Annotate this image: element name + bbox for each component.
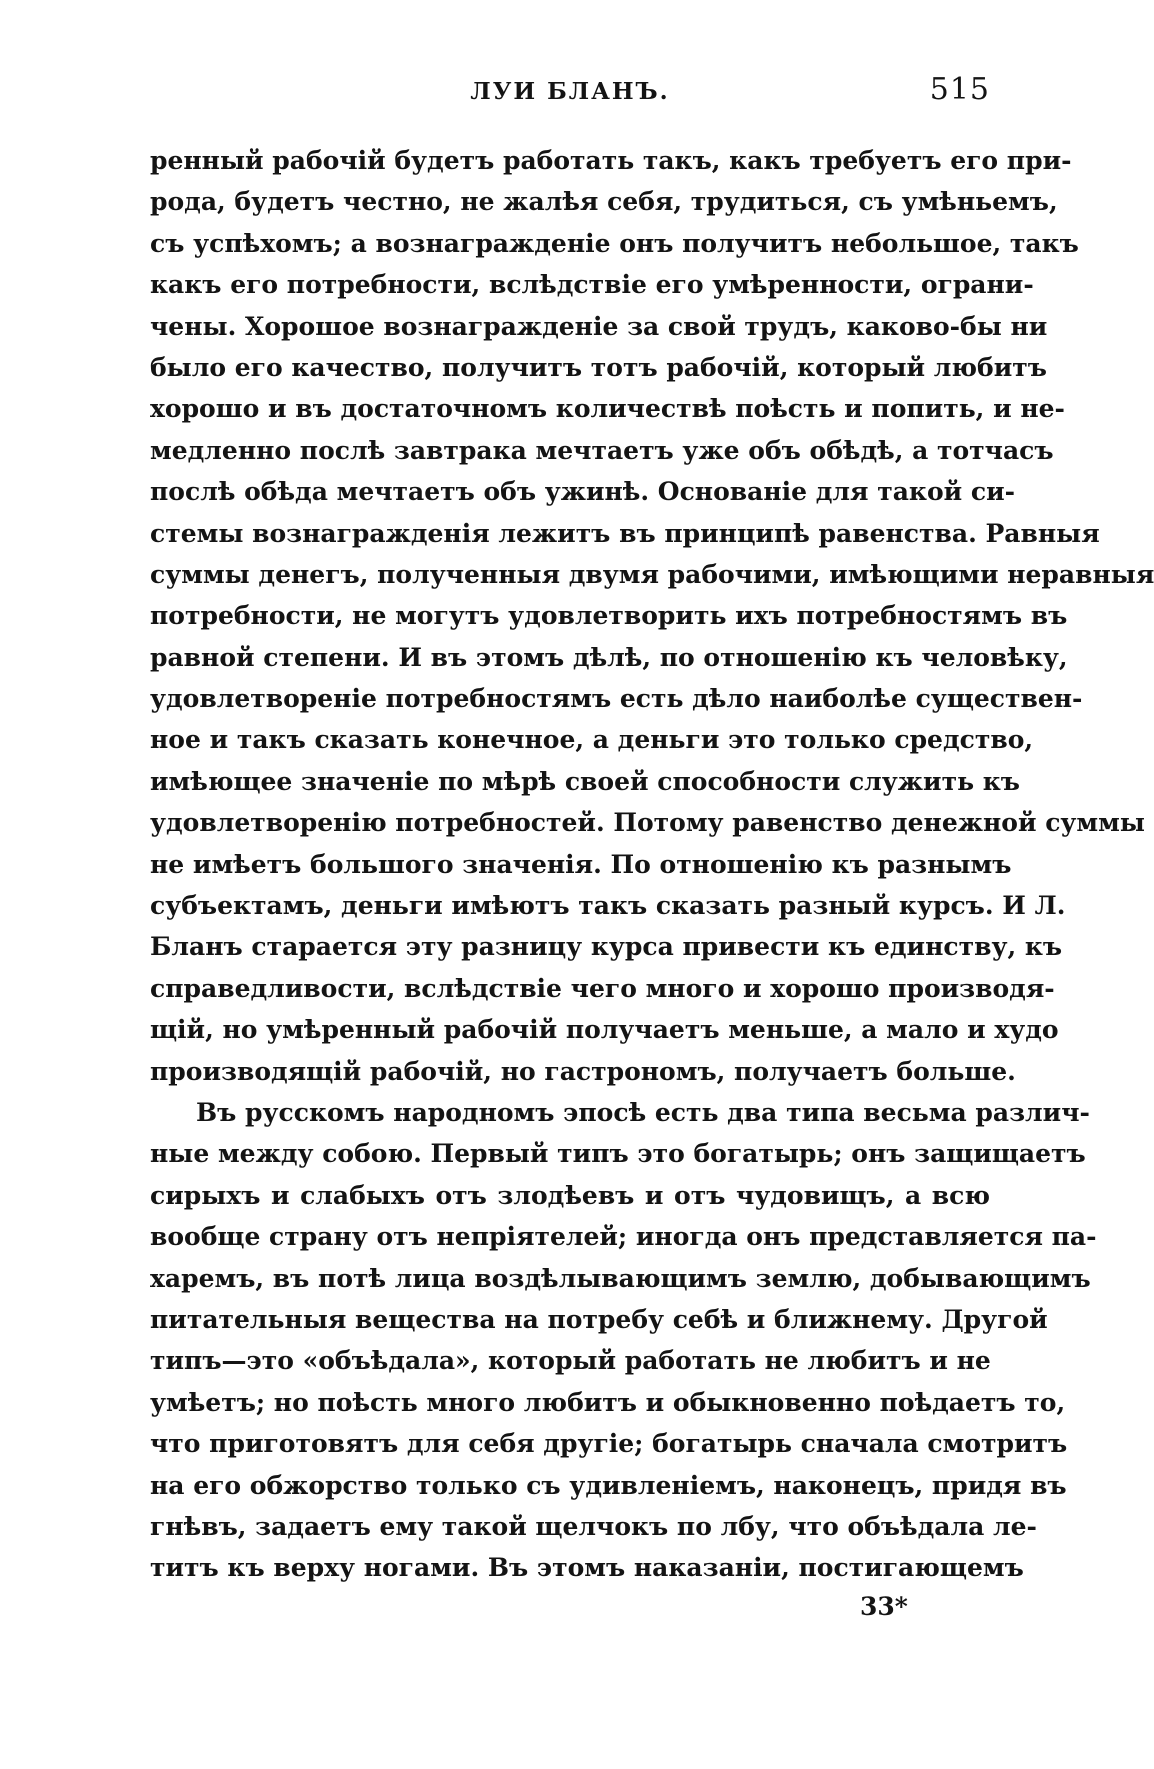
text-line: медленно послѣ завтрака мечтаетъ уже объ обѣдѣ, а тотчасъ xyxy=(150,435,1054,465)
text-line: имѣющее значеніе по мѣрѣ своей способности служить къ xyxy=(150,766,1020,796)
text-line: равной степени. И въ этомъ дѣлѣ, по отношенію къ человѣку, xyxy=(150,642,1068,672)
paragraph-start-line: Въ русскомъ народномъ эпосѣ есть два типа весьма различ- xyxy=(196,1097,1090,1127)
body-text xyxy=(150,140,1154,1589)
text-line: на его обжорство только съ удивленіемъ, наконецъ, придя въ xyxy=(150,1470,1067,1500)
text-line: типъ—это «объѣдала», который работать не любитъ и не xyxy=(150,1346,991,1376)
text-line: что приготовятъ для себя другіе; богатырь сначала смотритъ xyxy=(150,1429,1068,1459)
text-line: чены. Хорошое вознагражденіе за свой трудъ, каково-бы ни xyxy=(150,311,1048,341)
page-number: 515 xyxy=(929,72,990,107)
paragraph-end-line: производящій рабочій, но гастрономъ, получаетъ больше. xyxy=(150,1056,1016,1086)
text-line: ренный рабочій будетъ работать такъ, какъ требуетъ его при- xyxy=(150,146,1072,175)
signature-mark: 33* xyxy=(860,1592,908,1621)
text-line: съ успѣхомъ; а вознагражденіе онъ получитъ небольшое, такъ xyxy=(150,228,1079,258)
text-line: умѣетъ; но поѣсть много любитъ и обыкновенно поѣдаетъ то, xyxy=(150,1387,1066,1417)
text-line: вообще страну отъ непріятелей; иногда онъ представляется па- xyxy=(150,1222,1097,1252)
text-line: было его качество, получитъ тотъ рабочій, который любитъ xyxy=(150,352,1047,382)
text-line: не имѣетъ большого значенія. По отношенію къ разнымъ xyxy=(150,849,1012,879)
text-line: титъ къ верху ногами. Въ этомъ наказаніи, постигающемъ xyxy=(150,1553,1024,1583)
text-line: щій, но умѣренный рабочій получаетъ меньше, а мало и худо xyxy=(150,1015,1059,1045)
text-line: послѣ обѣда мечтаетъ объ ужинѣ. Основаніе для такой си- xyxy=(150,477,1016,507)
text-line: какъ его потребности, вслѣдствіе его умѣренности, ограни- xyxy=(150,270,1034,300)
text-line: суммы денегъ, полученныя двумя рабочими, имѣющими неравныя xyxy=(150,559,1154,589)
text-line: субъектамъ, деньги имѣютъ такъ сказать разный курсъ. И Л. xyxy=(150,891,1066,921)
text-line: сирыхъ и слабыхъ отъ злодѣевъ и отъ чудовищъ, а всю xyxy=(150,1180,990,1210)
running-head xyxy=(150,72,990,112)
text-line: удовлетворенію потребностей. Потому равенство денежной суммы xyxy=(150,808,1145,838)
text-line: справедливости, вслѣдствіе чего много и хорошо производя- xyxy=(150,973,1055,1003)
text-line: стемы вознагражденія лежитъ въ принципѣ равенства. Равныя xyxy=(150,518,1100,548)
text-line: ное и такъ сказать конечное, а деньги это только средство, xyxy=(150,725,1034,755)
text-line: гнѣвъ, задаетъ ему такой щелчокъ по лбу, что объѣдала ле- xyxy=(150,1511,1037,1541)
running-title: ЛУИ БЛАНЪ. xyxy=(470,78,670,105)
text-line: рода, будетъ честно, не жалѣя себя, трудиться, съ умѣньемъ, xyxy=(150,187,1058,217)
text-line: ные между собою. Первый типъ это богатырь; онъ защищаетъ xyxy=(150,1139,1086,1169)
text-line: питательныя вещества на потребу себѣ и ближнему. Другой xyxy=(150,1304,1048,1334)
text-line: Бланъ старается эту разницу курса привести къ единству, къ xyxy=(150,932,1063,962)
text-line: харемъ, въ потѣ лица воздѣлывающимъ землю, добывающимъ xyxy=(150,1263,1091,1293)
text-line: удовлетвореніе потребностямъ есть дѣло наиболѣе существен- xyxy=(150,684,1083,714)
text-line: хорошо и въ достаточномъ количествѣ поѣсть и попить, и не- xyxy=(150,394,1065,424)
text-line: потребности, не могутъ удовлетворить ихъ потребностямъ въ xyxy=(150,601,1068,631)
